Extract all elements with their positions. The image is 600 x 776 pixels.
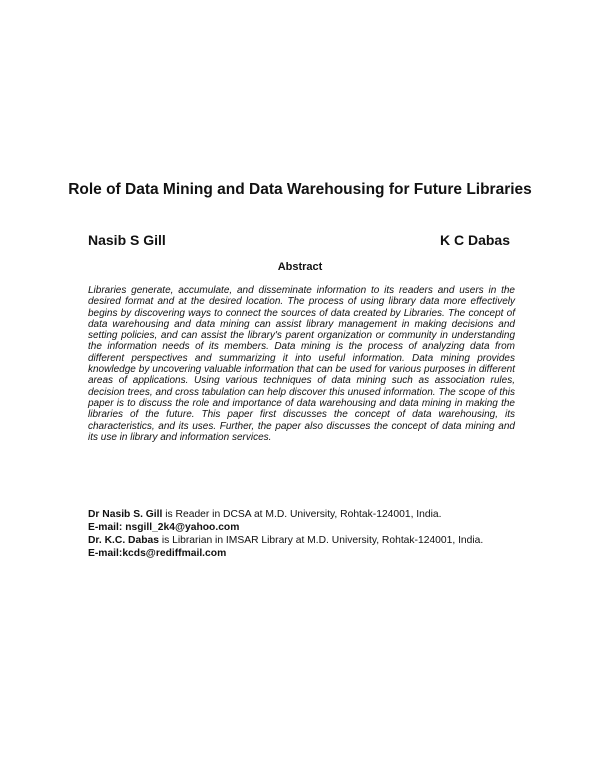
affiliation-author-name: Dr. K.C. Dabas xyxy=(88,535,159,546)
author-email: E-mail: nsgill_2k4@yahoo.com xyxy=(88,522,240,533)
author-email: E-mail:kcds@rediffmail.com xyxy=(88,548,227,559)
affiliation-line xyxy=(88,534,528,547)
author-affiliations xyxy=(88,508,528,560)
abstract-heading: Abstract xyxy=(277,261,323,273)
author-name-second: K C Dabas xyxy=(439,232,510,248)
affiliation-author-name: Dr Nasib S. Gill xyxy=(88,509,163,520)
abstract-text: Libraries generate, accumulate, and disseminate information to its readers and users in the desired format and at the desired location. The process of using library data more effectively begins by discovering ways to connect the sources of data created by Libraries. The concept of data warehousing and data mining can assist library management in making decisions and setting policies, and can assist the library's parent organization or community in understanding the information needs of its members. Data mining is the process of analyzing data from different perspectives and summarizing it into useful information. Data mining provides knowledge by uncovering valuable information that can be used for various purposes in different areas of applications. Using various techniques of data mining such as association rules, decision trees, and cross tabulation can help discover this unused information. The scope of this paper is to discuss the role and importance of data warehousing and data mining in making the libraries of the future. This paper first discusses the concept of data warehousing, its characteristics, and its uses. Further, the paper also discusses the concept of data mining and its use in library and information services. xyxy=(88,285,515,443)
author-name-first: Nasib S Gill xyxy=(88,232,166,248)
affiliation-text: is Reader in DCSA at M.D. University, Rohtak-124001, India. xyxy=(162,509,442,520)
affiliation-line xyxy=(88,508,528,521)
affiliation-text: is Librarian in IMSAR Library at M.D. University, Rohtak-124001, India. xyxy=(158,535,484,546)
paper-title: Role of Data Mining and Data Warehousing for Future Libraries xyxy=(68,181,532,198)
